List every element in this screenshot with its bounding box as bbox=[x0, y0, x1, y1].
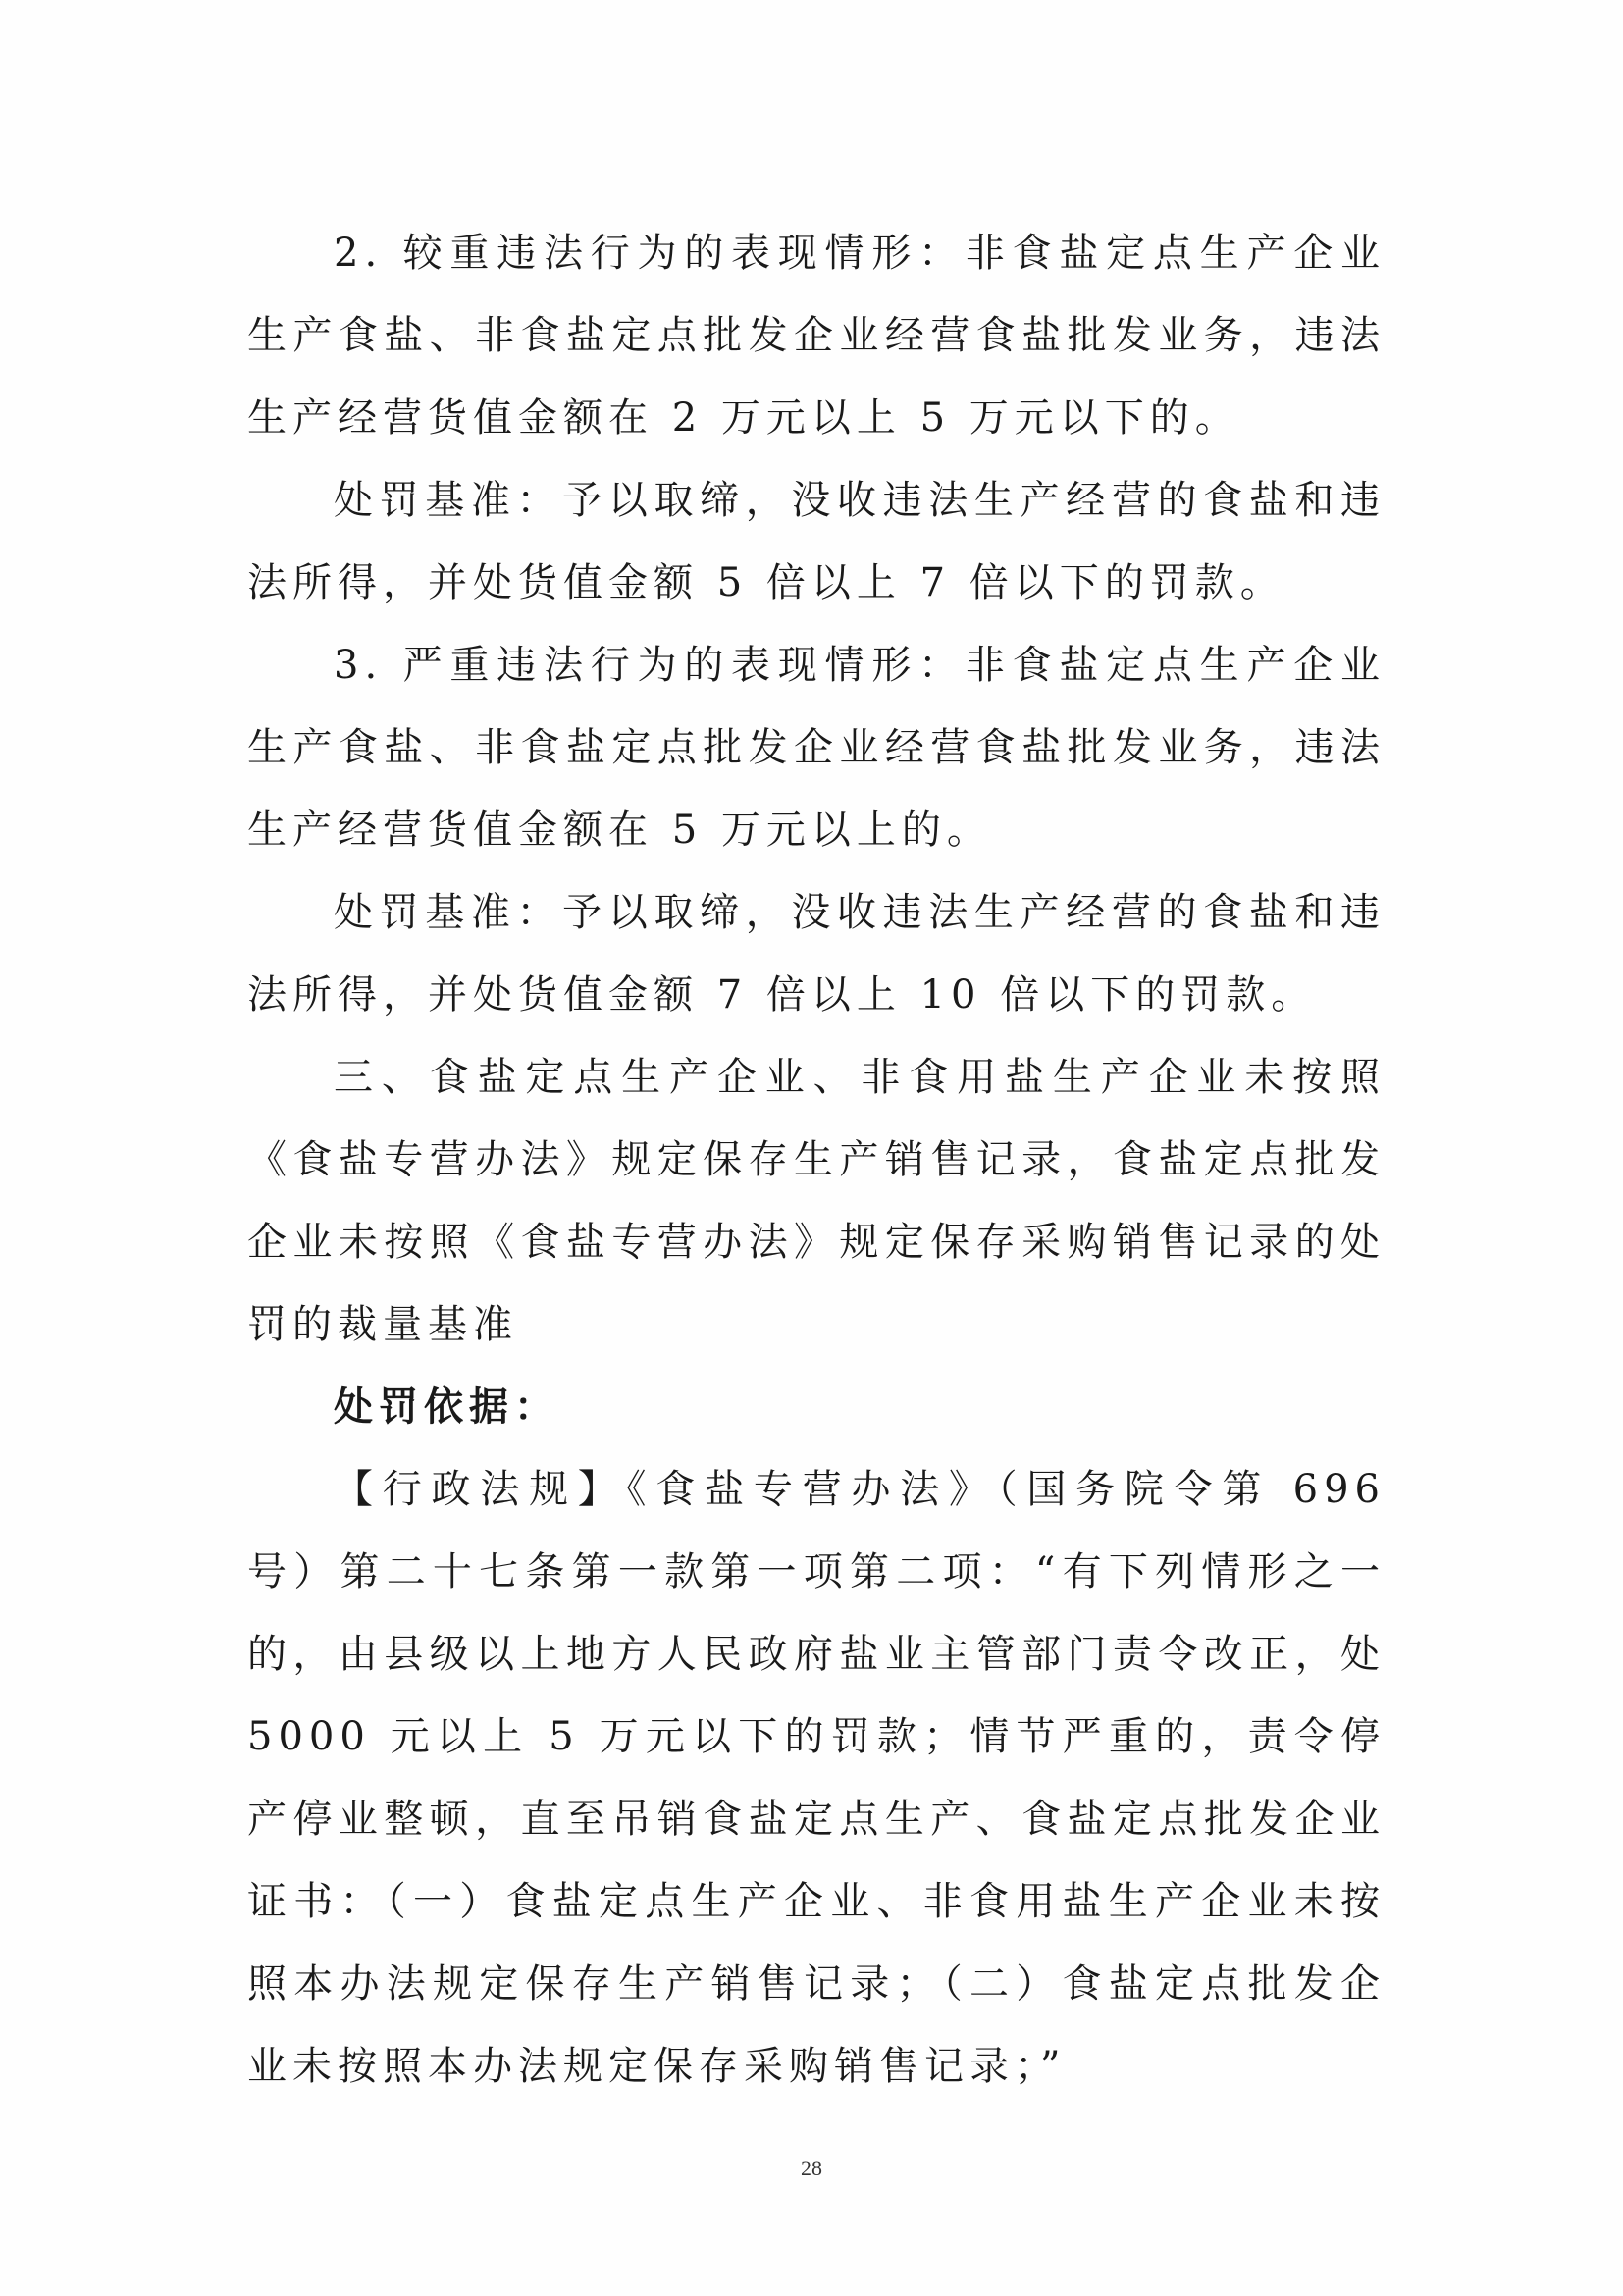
paragraph-serious-violation-2: 2. 较重违法行为的表现情形：非食盐定点生产企业生产食盐、非食盐定点批发企业经营食盐批发业务，违法生产经营货值金额在 2 万元以上 5 万元以下的。 bbox=[247, 231, 1386, 441]
paragraph-legal-basis: 【行政法规】《食盐专营办法》（国务院令第 696 号）第二十七条第一款第一项第二项：“有下列情形之一的，由县级以上地方人民政府盐业主管部门责令改正，处 5000 元以上 5 万元以下的罚款；情节严重的，责令停产停业整顿，直至吊销食盐定点生产、食盐定点批发企业证书：（一）食盐定点生产企业、非食用盐生产企业未按照本办法规定保存生产销售记录；（二）食盐定点批发企业未按照本办法规定保存采购销售记录；” bbox=[247, 1467, 1386, 2089]
penalty-basis-heading: 处罚依据： bbox=[334, 1383, 559, 1430]
section-heading-three: 三、食盐定点生产企业、非食用盐生产企业未按照《食盐专营办法》规定保存生产销售记录，食盐定点批发企业未按照《食盐专营办法》规定保存采购销售记录的处罚的裁量基准 bbox=[247, 1055, 1386, 1347]
page-number: 28 bbox=[801, 2156, 822, 2180]
paragraph-penalty-standard-3: 处罚基准：予以取缔，没收违法生产经营的食盐和违法所得，并处货值金额 7 倍以上 10 倍以下的罚款。 bbox=[247, 890, 1386, 1018]
paragraph-penalty-standard-2: 处罚基准：予以取缔，没收违法生产经营的食盐和违法所得，并处货值金额 5 倍以上 7 倍以下的罚款。 bbox=[247, 478, 1386, 605]
paragraph-serious-violation-3: 3. 严重违法行为的表现情形：非食盐定点生产企业生产食盐、非食盐定点批发企业经营食盐批发业务，违法生产经营货值金额在 5 万元以上的。 bbox=[247, 643, 1386, 853]
document-body bbox=[247, 212, 1386, 2108]
